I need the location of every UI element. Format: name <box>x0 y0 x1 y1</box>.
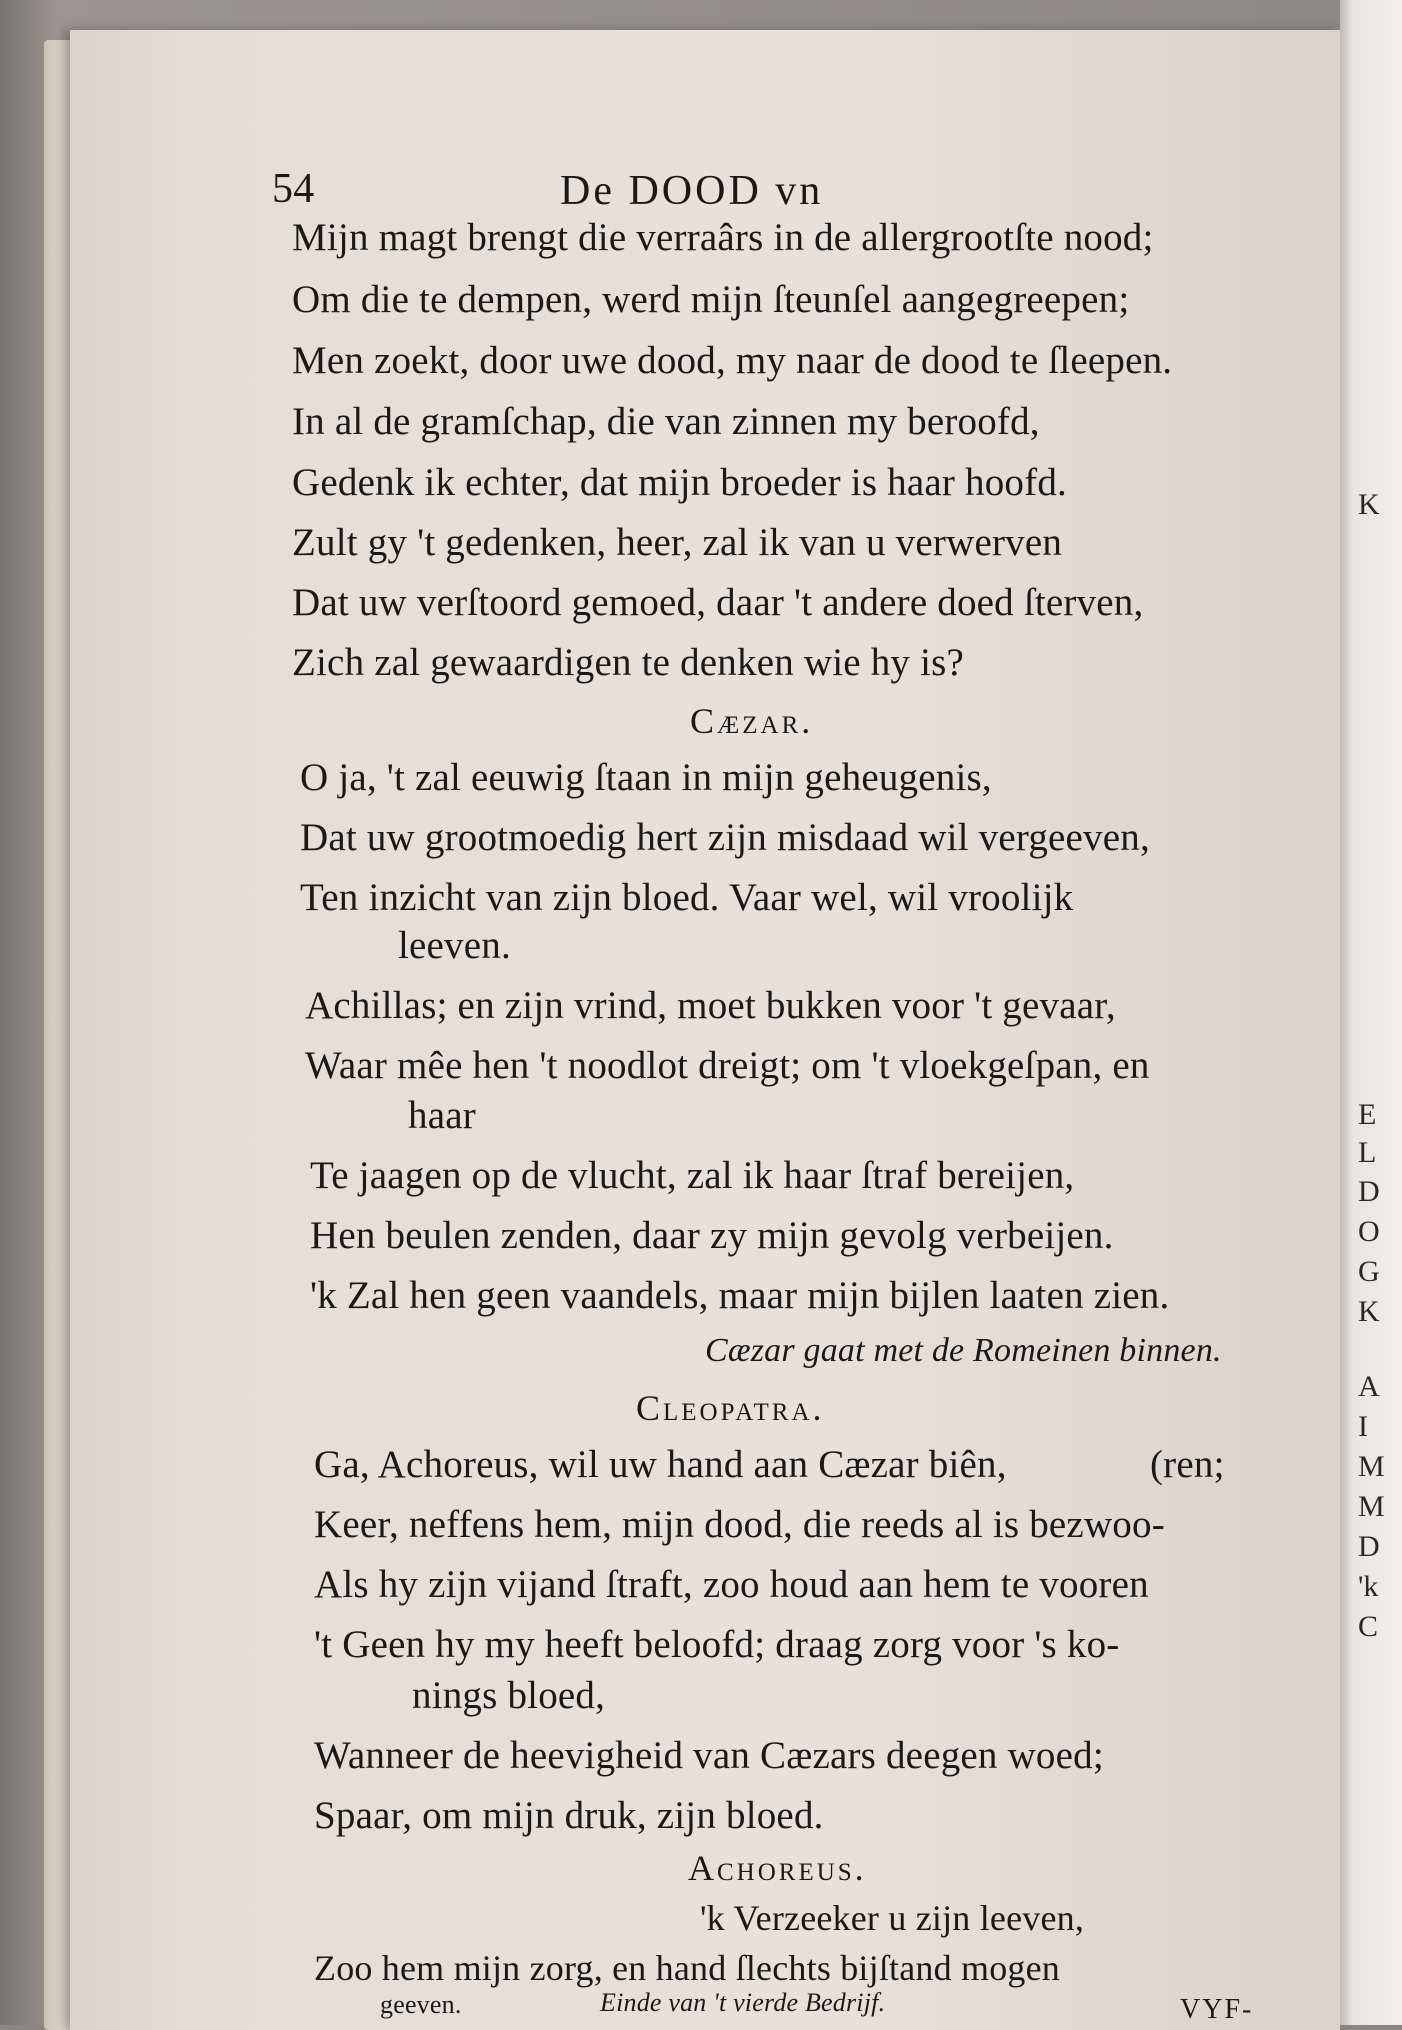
verse-line-continuation: nings bloed, <box>412 1674 606 1717</box>
facing-letter: K <box>1358 1295 1380 1328</box>
verse-line: Om die te dempen, werd mijn ſteunſel aangegreepen; <box>292 278 1130 321</box>
facing-letter: M <box>1358 1450 1385 1483</box>
verse-line: 'k Verzeeker u zijn leeven, <box>700 1898 1085 1938</box>
page-number: 54 <box>272 166 315 212</box>
stage-direction: Cæzar gaat met de Romeinen binnen. <box>705 1332 1222 1369</box>
verse-line-continuation: haar <box>408 1094 476 1137</box>
facing-letter: O <box>1358 1215 1380 1248</box>
verse-line: Dat uw verſtoord gemoed, daar 't andere doed ſterven, <box>292 581 1144 624</box>
facing-letter: I <box>1358 1410 1368 1443</box>
facing-letter: D <box>1358 1175 1380 1208</box>
verse-line-continuation: leeven. <box>398 924 511 967</box>
verse-line: O ja, 't zal eeuwig ſtaan in mijn geheugenis, <box>300 756 992 799</box>
verse-line: Mijn magt brengt die verraârs in de allergrootſte nood; <box>292 216 1154 259</box>
verse-line: Waar mêe hen 't noodlot dreigt; om 't vloekgeſpan, en <box>305 1044 1150 1087</box>
verse-line: In al de gramſchap, die van zinnen my beroofd, <box>292 400 1040 443</box>
verse-line: Te jaagen op de vlucht, zal ik haar ſtraf bereijen, <box>310 1154 1075 1197</box>
verse-line: Keer, neffens hem, mijn dood, die reeds al is bezwoo- <box>314 1503 1165 1546</box>
verse-line: Achillas; en zijn vrind, moet bukken voor 't gevaar, <box>305 984 1116 1027</box>
facing-letter: K <box>1358 488 1380 521</box>
verse-line: Zult gy 't gedenken, heer, zal ik van u verwerven <box>292 521 1063 564</box>
verse-line: Wanneer de heevigheid van Cæzars deegen woed; <box>314 1734 1104 1777</box>
speaker-name: Achoreus. <box>688 1848 867 1888</box>
facing-letter: C <box>1358 1610 1379 1643</box>
verse-line: Spaar, om mijn druk, zijn bloed. <box>314 1794 824 1837</box>
verse-line: Als hy zijn vijand ſtraft, zoo houd aan hem te vooren <box>314 1563 1149 1606</box>
verse-line: Ga, Achoreus, wil uw hand aan Cæzar biên, <box>314 1443 1007 1486</box>
facing-letter: E <box>1358 1098 1377 1131</box>
verse-line: 't Geen hy my heeft beloofd; draag zorg voor 's ko- <box>314 1623 1120 1666</box>
catchword: VYF- <box>1180 1994 1254 2025</box>
verse-line: Ten inzicht van zijn bloed. Vaar wel, wil vroolijk <box>300 876 1074 919</box>
facing-letter: 'k <box>1358 1570 1379 1603</box>
running-head: De DOOD vn <box>560 168 824 214</box>
verse-line: Gedenk ik echter, dat mijn broeder is haar hoofd. <box>292 461 1067 504</box>
facing-letter: D <box>1358 1530 1380 1563</box>
verse-line-carryover: (ren; <box>1150 1443 1225 1486</box>
verse-line: Men zoekt, door uwe dood, my naar de dood te ſleepen. <box>292 339 1173 382</box>
facing-letter: A <box>1358 1370 1380 1403</box>
speaker-name: Cæzar. <box>690 701 814 741</box>
verse-line: Hen beulen zenden, daar zy mijn gevolg verbeijen. <box>310 1214 1114 1257</box>
verse-line: 'k Zal hen geen vaandels, maar mijn bijlen laaten zien. <box>310 1274 1170 1317</box>
verse-line-continuation: geeven. <box>380 1990 462 2019</box>
facing-letter: L <box>1358 1136 1377 1169</box>
facing-letter: G <box>1358 1255 1380 1288</box>
facing-letter: M <box>1358 1490 1385 1523</box>
verse-line: Zich zal gewaardigen te denken wie hy is? <box>292 641 964 684</box>
verse-line: Zoo hem mijn zorg, en hand ſlechts bijſtand mogen <box>314 1948 1060 1988</box>
verse-line: Dat uw grootmoedig hert zijn misdaad wil vergeeven, <box>300 816 1150 859</box>
act-end: Einde van 't vierde Bedrijf. <box>600 1988 886 2017</box>
speaker-name: Cleopatra. <box>636 1388 825 1428</box>
